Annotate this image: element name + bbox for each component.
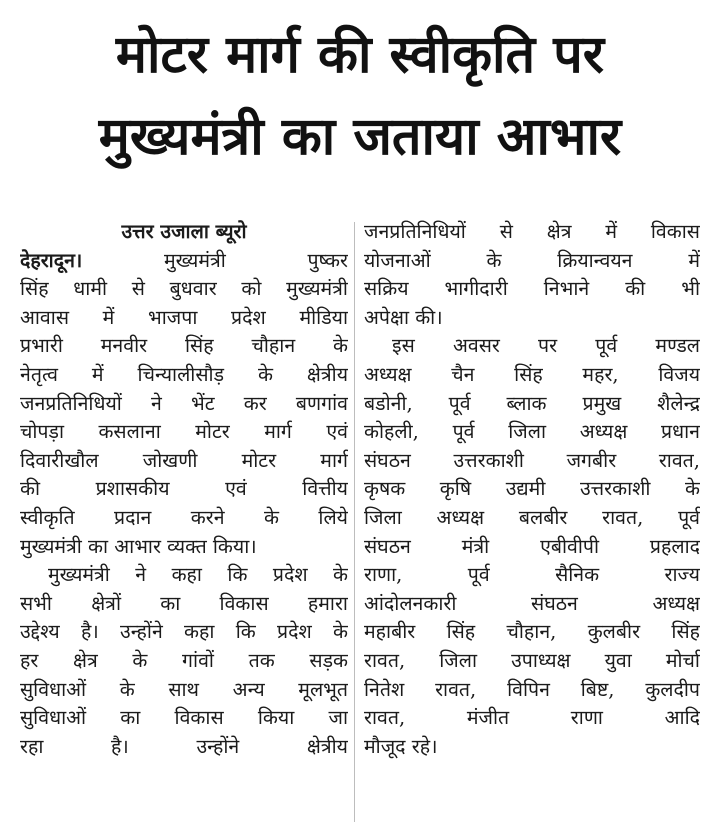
body-line: संघठन उत्तरकाशी जगबीर रावत, (364, 448, 700, 472)
body-line: अध्यक्ष चैन सिंह महर, विजय (364, 362, 700, 386)
body-line: जनप्रतिनिधियों से क्षेत्र में विकास (364, 220, 700, 243)
body-line: नेतृत्व में चिन्यालीसौड़ के क्षेत्रीय (20, 362, 348, 386)
body-line: योजनाओं के क्रियान्वयन में (364, 248, 700, 272)
body-line: सुविधाओं का विकास किया जा (20, 706, 348, 730)
body-line-text: मुख्यमंत्री पुष्कर (163, 248, 348, 272)
body-line: प्रभारी मनवीर सिंह चौहान के (20, 334, 348, 358)
column-divider (354, 222, 355, 822)
article-headline (0, 14, 720, 178)
body-line: संघठन मंत्री एबीवीपी प्रहलाद (364, 534, 700, 558)
headline-line-1: मोटर मार्ग की स्वीकृति पर (115, 25, 605, 85)
body-line: सक्रिय भागीदारी निभाने की भी (364, 277, 700, 301)
body-line: कृषक कृषि उद्यमी उत्तरकाशी के (364, 477, 700, 501)
body-line: बडोनी, पूर्व ब्लाक प्रमुख शैलेन्द्र (364, 391, 700, 415)
body-line: अपेक्षा की। (364, 305, 443, 329)
body-line: चोपड़ा कसलाना मोटर मार्ग एवं (20, 420, 348, 444)
body-line: रहा है। उन्होंने क्षेत्रीय (20, 734, 348, 758)
headline-line-2: मुख्यमंत्री का जताया आभार (98, 107, 622, 167)
body-line: मौजूद रहे। (364, 734, 438, 758)
body-line: रावत, मंजीत राणा आदि (364, 706, 700, 730)
body-line: महाबीर सिंह चौहान, कुलबीर सिंह (364, 620, 700, 644)
body-line: आंदोलनकारी संघठन अध्यक्ष (364, 591, 700, 615)
body-line: जिला अध्यक्ष बलबीर रावत, पूर्व (364, 505, 700, 529)
dateline: देहरादून। (20, 248, 83, 272)
left-column (20, 218, 348, 761)
body-line: हर क्षेत्र के गांवों तक सड़क (20, 648, 348, 672)
body-line: उद्देश्य है। उन्होंने कहा कि प्रदेश के (20, 620, 348, 644)
right-column (364, 218, 700, 761)
body-line: कोहली, पूर्व जिला अध्यक्ष प्रधान (364, 420, 700, 444)
body-line: इस अवसर पर पूर्व मण्डल (392, 334, 700, 358)
body-line (20, 247, 348, 276)
body-line: जनप्रतिनिधियों ने भेंट कर बणगांव (20, 391, 348, 415)
body-line: सुविधाओं के साथ अन्य मूलभूत (20, 677, 348, 701)
body-line: राणा, पूर्व सैनिक राज्य (364, 563, 700, 587)
byline: उत्तर उजाला ब्यूरो (121, 220, 247, 243)
body-line: दिवारीखौल जोखणी मोटर मार्ग (20, 448, 348, 472)
body-line: आवास में भाजपा प्रदेश मीडिया (20, 305, 348, 329)
body-line: की प्रशासकीय एवं वित्तीय (20, 477, 348, 501)
body-line: स्वीकृति प्रदान करने के लिये (20, 505, 348, 529)
body-line: सभी क्षेत्रों का विकास हमारा (20, 591, 348, 615)
body-line: नितेश रावत, विपिन बिष्ट, कुलदीप (364, 677, 700, 701)
body-line: मुख्यमंत्री का आभार व्यक्त किया। (20, 534, 257, 558)
body-line: मुख्यमंत्री ने कहा कि प्रदेश के (48, 563, 348, 587)
body-line: रावत, जिला उपाध्यक्ष युवा मोर्चा (364, 648, 700, 672)
body-line: सिंह धामी से बुधवार को मुख्यमंत्री (20, 277, 348, 301)
